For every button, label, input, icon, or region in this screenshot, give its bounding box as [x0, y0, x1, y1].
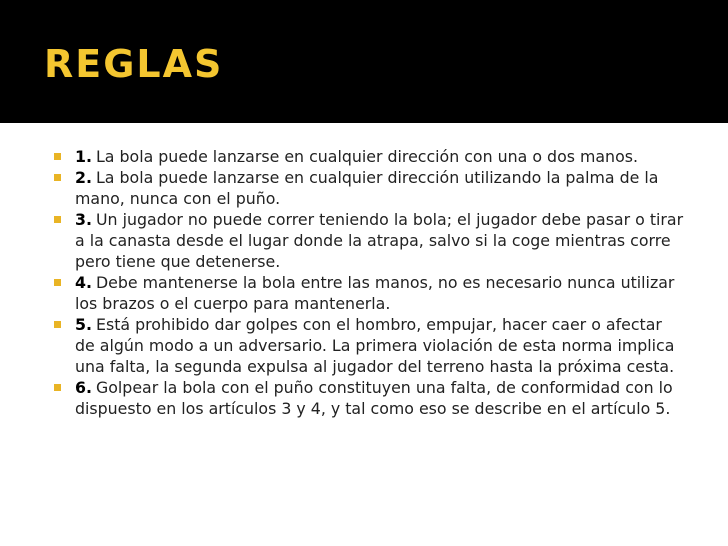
- rule-text: La bola puede lanzarse en cualquier dirección utilizando la palma de la mano, nunca con el puño.: [75, 168, 659, 208]
- rule-number: 3.: [75, 210, 92, 229]
- rule-text: Golpear la bola con el puño constituyen una falta, de conformidad con lo dispuesto en los artículos 3 y 4, y tal como eso se describe en el artículo 5.: [75, 378, 673, 418]
- rule-number: 4.: [75, 273, 92, 292]
- rule-item-6: [75, 377, 685, 419]
- rule-number: 1.: [75, 147, 92, 166]
- square-bullet-icon: [54, 321, 61, 328]
- square-bullet-icon: [54, 279, 61, 286]
- rules-list: [0, 146, 728, 419]
- square-bullet-icon: [54, 216, 61, 223]
- rule-number: 6.: [75, 378, 92, 397]
- square-bullet-icon: [54, 384, 61, 391]
- square-bullet-icon: [54, 174, 61, 181]
- rule-text: Está prohibido dar golpes con el hombro, empujar, hacer caer o afectar de algún modo a un adversario. La primera violación de esta norma implica una falta, la segunda expulsa al jugador del terreno hasta la próxima cesta.: [75, 315, 675, 376]
- rule-number: 5.: [75, 315, 92, 334]
- rule-text: Debe mantenerse la bola entre las manos, no es necesario nunca utilizar los brazos o el cuerpo para mantenerla.: [75, 273, 675, 313]
- rule-item-4: [75, 272, 685, 314]
- rule-item-1: [75, 146, 685, 167]
- rule-number: 2.: [75, 168, 92, 187]
- square-bullet-icon: [54, 153, 61, 160]
- rule-text: Un jugador no puede correr teniendo la bola; el jugador debe pasar o tirar a la canasta desde el lugar donde la atrapa, salvo si la coge mientras corre pero tiene que detenerse.: [75, 210, 684, 271]
- title-bar: [0, 0, 728, 123]
- rule-item-2: [75, 167, 685, 209]
- rule-text: La bola puede lanzarse en cualquier dirección con una o dos manos.: [96, 147, 638, 166]
- slide-title: REGLAS: [44, 42, 224, 86]
- rule-item-3: [75, 209, 685, 272]
- rule-item-5: [75, 314, 685, 377]
